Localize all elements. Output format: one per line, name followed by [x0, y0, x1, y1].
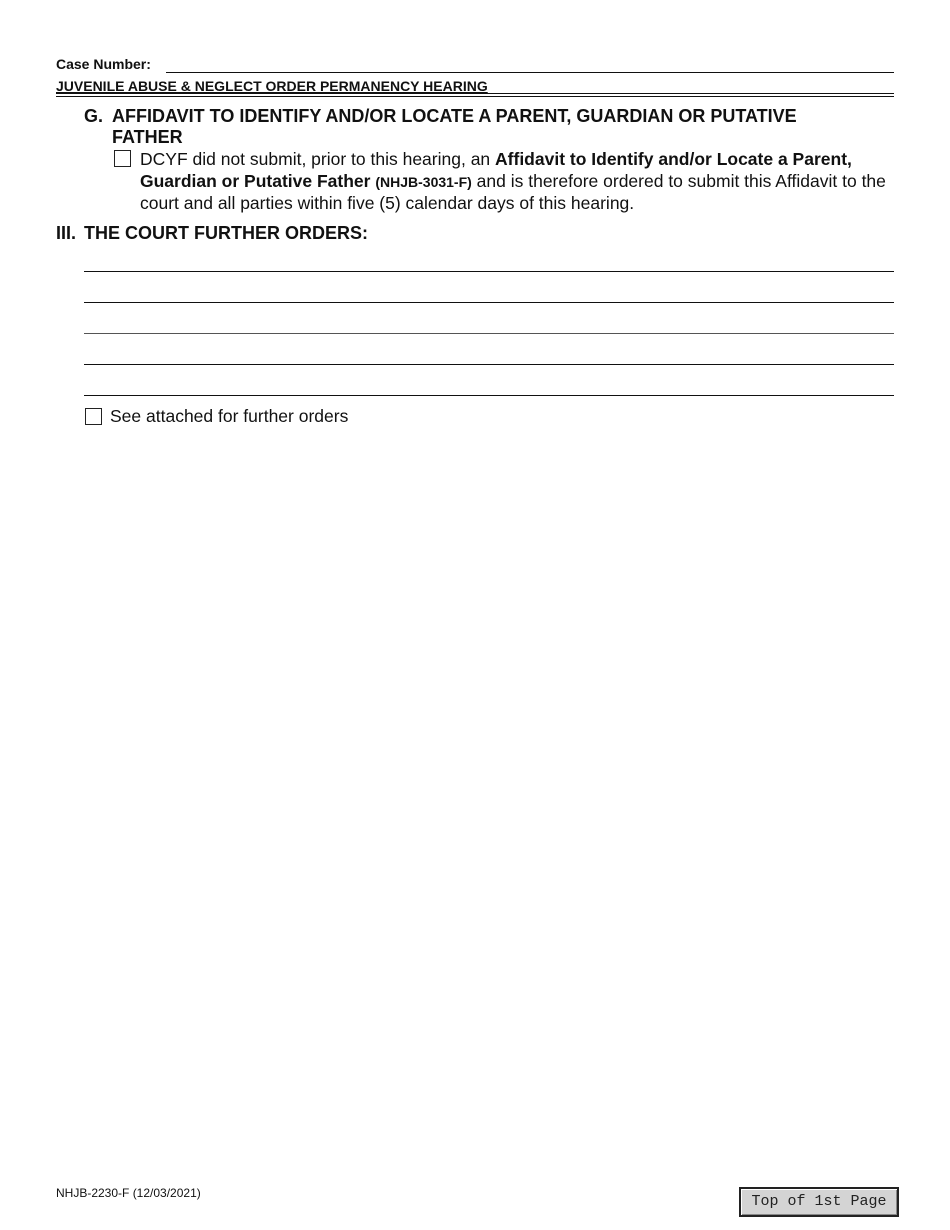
further-orders-line-1[interactable]	[84, 271, 894, 272]
section-iii-heading: THE COURT FURTHER ORDERS:	[84, 223, 368, 243]
further-orders-line-5[interactable]	[84, 395, 894, 396]
case-number-field[interactable]	[166, 56, 894, 73]
title-divider-double	[56, 96, 894, 97]
see-attached-label: See attached for further orders	[110, 406, 349, 426]
further-orders-line-2[interactable]	[84, 302, 894, 303]
further-orders-line-3[interactable]	[84, 333, 894, 334]
affidavit-title: Affidavit to Identify and/or Locate a Parent, Guardian or Putative Father	[140, 149, 852, 191]
top-of-first-page-button[interactable]: Top of 1st Page	[739, 1187, 899, 1217]
dcyf-affidavit-checkbox[interactable]	[114, 150, 131, 167]
section-iii-number: III.	[56, 223, 77, 243]
title-divider	[56, 93, 894, 94]
section-g-text-part2: and is therefore ordered to submit this Affidavit to the court and all parties within five (5) calendar days of this hearing.	[140, 170, 886, 213]
section-g-text	[140, 149, 900, 215]
section-g-text-part1: DCYF did not submit, prior to this hearing, an	[140, 149, 496, 169]
affidavit-form-ref: (NHJB-3031-F)	[375, 173, 472, 190]
section-g-letter: G.	[84, 106, 104, 126]
further-orders-line-4[interactable]	[84, 364, 894, 365]
section-g-heading: AFFIDAVIT TO IDENTIFY AND/OR LOCATE A PARENT, GUARDIAN OR PUTATIVE FATHER	[112, 106, 797, 147]
form-code: NHJB-2230-F (12/03/2021)	[56, 1186, 201, 1200]
case-number-row	[56, 56, 894, 74]
see-attached-checkbox[interactable]	[85, 408, 102, 425]
case-number-label: Case Number:	[56, 56, 151, 72]
form-title: JUVENILE ABUSE & NEGLECT ORDER PERMANENCY HEARING	[56, 78, 488, 94]
